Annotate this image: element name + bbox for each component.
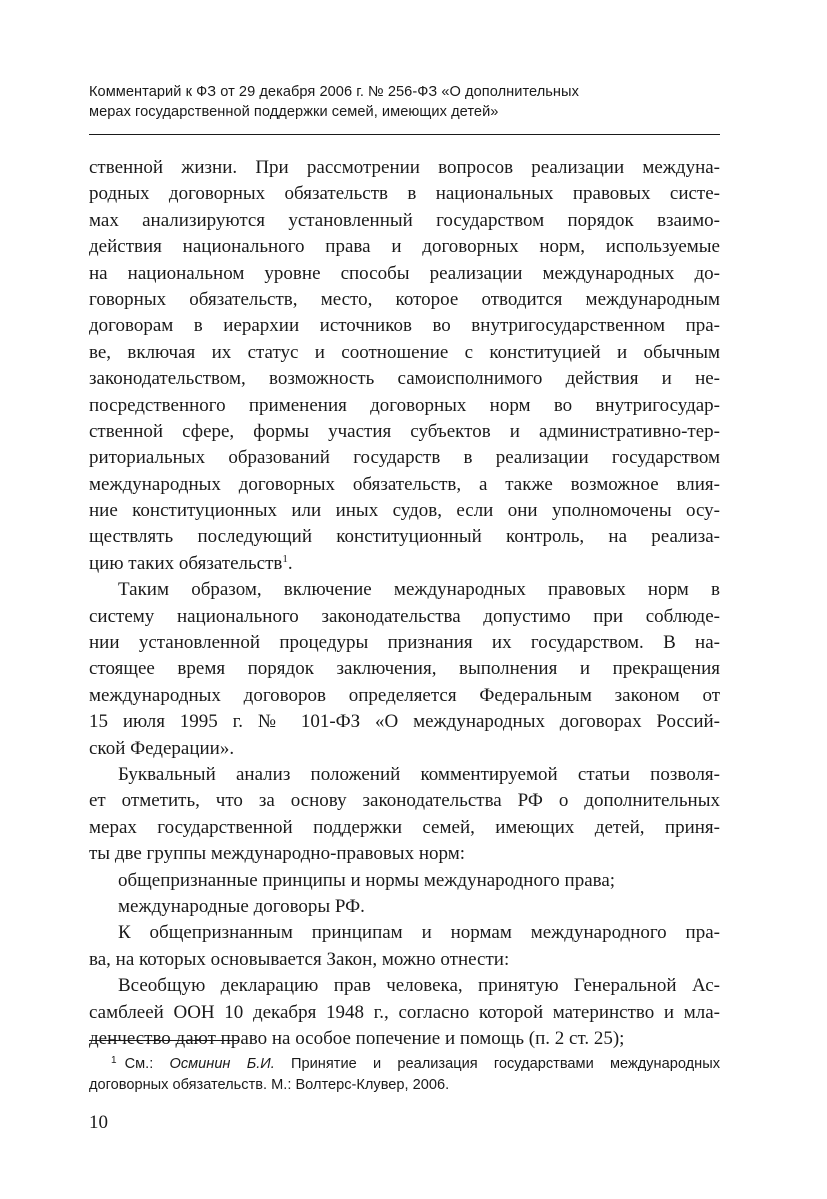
text-line: ской Федерации». bbox=[89, 737, 235, 759]
text-line: Буквальный анализ положений комментируемой статьи позволя- bbox=[118, 763, 720, 785]
paragraph-3 bbox=[89, 762, 720, 868]
footnote-line-1 bbox=[89, 1050, 720, 1075]
text-line: говорных обязательств, место, которое отводится международным bbox=[89, 288, 720, 310]
footnote-prefix: См.: bbox=[124, 1056, 154, 1072]
list-item: международные договоры РФ. bbox=[118, 895, 365, 917]
text-line: мах анализируются установленный государством порядок взаимо- bbox=[89, 209, 720, 231]
paragraph-1 bbox=[89, 155, 720, 577]
text-line: ты две группы международно-правовых норм: bbox=[89, 843, 466, 865]
text-line: международных договоров определяется Федеральным законом от bbox=[89, 684, 720, 706]
footnote-author: Осминин Б.И. bbox=[169, 1056, 275, 1072]
text-line: ние конституционных или иных судов, если они уполномочены осу- bbox=[89, 500, 720, 522]
text-line: ва, на которых основывается Закон, можно отнести: bbox=[89, 948, 510, 970]
text-line: К общепризнанным принципам и нормам международного пра- bbox=[118, 922, 720, 944]
text-line: на национальном уровне способы реализации международных до- bbox=[89, 262, 720, 284]
text-line: риториальных образований государств в реализации государством bbox=[89, 447, 720, 469]
text-line: стоящее время порядок заключения, выполнения и прекращения bbox=[89, 658, 720, 680]
header-divider bbox=[89, 134, 720, 135]
footnote-line-2: договорных обязательств. М.: Волтерс-Клувер, 2006. bbox=[89, 1077, 450, 1093]
text-line: ществлять последующий конституционный контроль, на реализа- bbox=[89, 526, 720, 548]
paragraph-2 bbox=[89, 577, 720, 762]
footnote bbox=[89, 1050, 720, 1096]
running-header-line-1: Комментарий к ФЗ от 29 декабря 2006 г. № 256-ФЗ «О дополнительных bbox=[89, 84, 579, 100]
text-line-content: цию таких обязательств bbox=[89, 552, 283, 574]
text-line: денчество дают право на особое попечение и помощь (п. 2 ст. 25); bbox=[89, 1027, 625, 1049]
text-line: ве, включая их статус и соотношение с конституцией и обычным bbox=[89, 341, 720, 363]
text-line: международных договорных обязательств, а также возможное влия- bbox=[89, 473, 720, 495]
text-line: 15 июля 1995 г. № 101-ФЗ «О международных договорах Россий- bbox=[89, 711, 720, 733]
text-line: Таким образом, включение международных правовых норм в bbox=[118, 579, 720, 601]
text-line: мерах государственной поддержки семей, имеющих детей, приня- bbox=[89, 816, 720, 838]
text-line: цию таких обязательств$^1$. bbox=[89, 552, 293, 574]
text-line: самблеей ООН 10 декабря 1948 г., согласно которой материнство и мла- bbox=[89, 1001, 720, 1023]
footnote-title: Принятие и реализация государствами международных bbox=[291, 1056, 720, 1072]
main-text bbox=[89, 155, 720, 1052]
text-line: ственной сфере, формы участия субъектов и административно-тер- bbox=[89, 420, 720, 442]
running-header-line-2: мерах государственной поддержки семей, имеющих детей» bbox=[89, 104, 499, 120]
list-item: общепризнанные принципы и нормы международного права; bbox=[118, 869, 616, 891]
page-number: 10 bbox=[89, 1112, 108, 1133]
text-line: посредственного применения договорных норм во внутригосудар- bbox=[89, 394, 720, 416]
footnote-divider bbox=[89, 1040, 238, 1041]
text-line: законодательством, возможность самоисполнимого действия и не- bbox=[89, 368, 720, 390]
text-line: действия национального права и договорных норм, используемые bbox=[89, 236, 720, 258]
footnote-reference[interactable]: 1 bbox=[282, 552, 288, 565]
text-line: договорам в иерархии источников во внутригосударственном пра- bbox=[89, 315, 720, 337]
running-header bbox=[89, 82, 719, 122]
text-line: систему национального законодательства допустимо при соблюде- bbox=[89, 605, 720, 627]
footnote-mark: 1 bbox=[111, 1055, 117, 1066]
text-line: нии установленной процедуры признания их государством. В на- bbox=[89, 632, 720, 654]
text-line: ет отметить, что за основу законодательства РФ о дополнительных bbox=[89, 790, 720, 812]
text-line: Всеобщую декларацию прав человека, принятую Генеральной Ас- bbox=[118, 975, 720, 997]
text-line: ственной жизни. При рассмотрении вопросов реализации междуна- bbox=[89, 157, 720, 178]
text-line: родных договорных обязательств в национальных правовых систе- bbox=[89, 183, 720, 205]
paragraph-6 bbox=[89, 920, 720, 973]
